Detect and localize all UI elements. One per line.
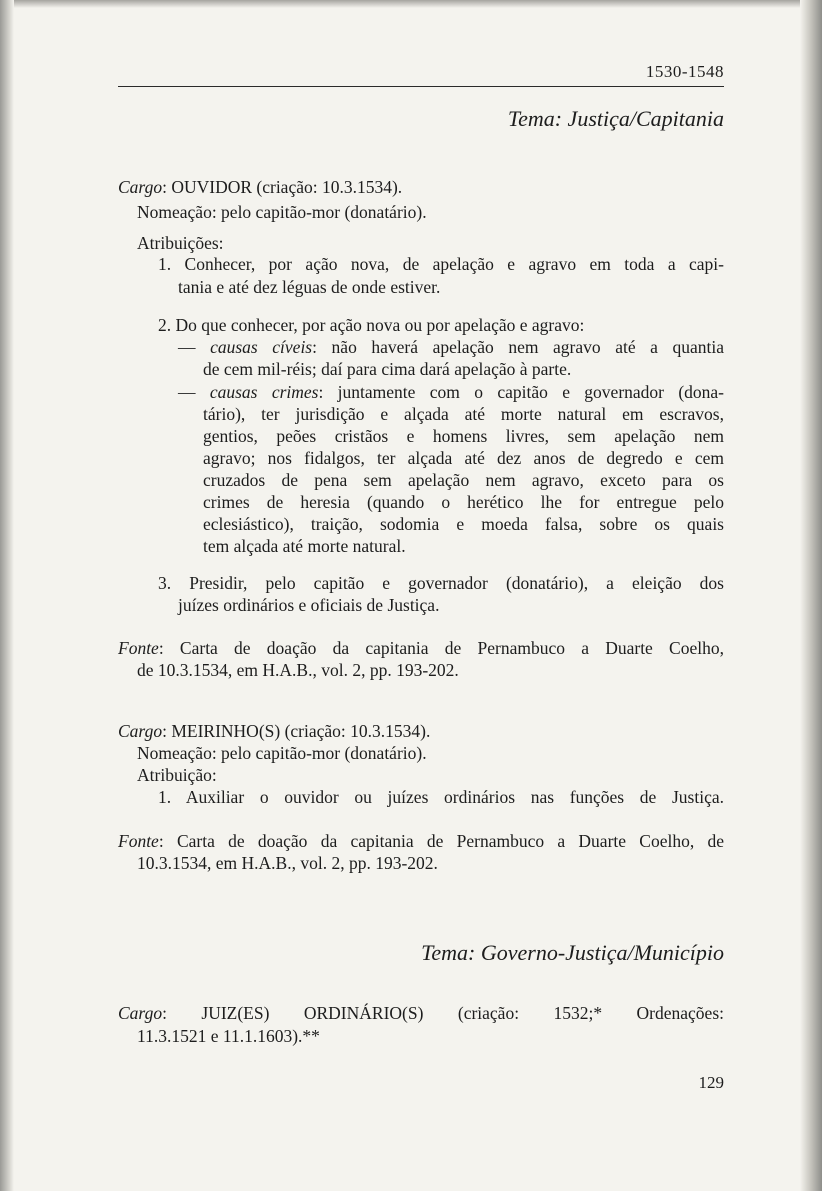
cargo-value: : MEIRINHO(S) (criação: 10.3.1534). [162, 721, 431, 741]
dash: — [178, 337, 211, 357]
atribuicao-item-3-line-2: juízes ordinários e oficiais de Justiça. [178, 595, 440, 615]
cargo-juiz-line-1 [118, 1002, 724, 1024]
atribuicao-label: Atribuição: [137, 765, 217, 785]
nomeacao-ouvidor: Nomeação: pelo capitão-mor (donatário). [137, 202, 427, 222]
causas-crimes-line-4: agravo; nos fidalgos, ter alçada até dez anos de degredo e cem [203, 448, 724, 468]
causas-crimes-line-1 [178, 381, 724, 403]
tema-heading-capitania: Tema: Justiça/Capitania [507, 106, 724, 131]
atribuicao-item-1-line-2: tania e até dez léguas de onde estiver. [178, 277, 441, 297]
nomeacao-meirinho: Nomeação: pelo capitão-mor (donatário). [137, 743, 427, 763]
causas-crimes-line-7: eclesiástico), traição, sodomia e moeda falsa, sobre os quais [203, 514, 724, 534]
causas-crimes-line-2: tário), ter jurisdição e alçada até morte natural em escravos, [203, 404, 724, 424]
cargo-label: Cargo [118, 1003, 163, 1023]
fonte-text: : Carta de doação da capitania de Pernambuco a Duarte Coelho, [158, 638, 724, 658]
cargo-label: Cargo [118, 177, 163, 197]
cargo-value: : OUVIDOR (criação: 10.3.1534). [162, 177, 403, 197]
fonte-text: : Carta de doação da capitania de Pernambuco a Duarte Coelho, de [158, 831, 724, 851]
causas-crimes-text: : juntamente com o capitão e governador (dona- [318, 382, 725, 402]
atribuicao-item-1-line-1: 1. Conhecer, por ação nova, de apelação e agravo em toda a capi- [158, 254, 724, 274]
causas-civeis-text: : não haverá apelação nem agravo até a quantia [312, 337, 725, 357]
causas-crimes-label: causas crimes [209, 382, 319, 402]
header-year-range: 1530-1548 [645, 62, 724, 81]
fonte-label: Fonte [118, 638, 159, 658]
cargo-juiz-line-2: 11.3.1521 e 11.1.1603).** [137, 1026, 320, 1046]
fonte-ouvidor-line-2: de 10.3.1534, em H.A.B., vol. 2, pp. 193-202. [137, 660, 459, 680]
atribuicao-item-3-line-1: 3. Presidir, pelo capitão e governador (donatário), a eleição dos [158, 573, 724, 593]
fonte-meirinho-line-2: 10.3.1534, em H.A.B., vol. 2, pp. 193-202. [137, 853, 438, 873]
cargo-meirinho [118, 720, 430, 742]
tema-heading-municipio: Tema: Governo-Justiça/Município [421, 940, 724, 965]
page-right-shadow [800, 0, 822, 1191]
causas-crimes-line-5: cruzados de pena sem apelação nem agravo, exceto para os [203, 470, 724, 490]
page-number: 129 [698, 1073, 724, 1092]
header-rule [118, 86, 724, 87]
causas-crimes-line-8: tem alçada até morte natural. [203, 536, 406, 556]
dash: — [178, 382, 210, 402]
causas-civeis-line-1 [178, 336, 724, 358]
atribuicao-item-2-line-1: 2. Do que conhecer, por ação nova ou por apelação e agravo: [158, 315, 585, 335]
causas-crimes-line-6: crimes de heresia (quando o herético lhe for entregue pelo [203, 492, 724, 512]
fonte-ouvidor-line-1 [118, 637, 724, 659]
fonte-meirinho-line-1 [118, 830, 724, 852]
page-left-shadow [0, 0, 14, 1191]
cargo-label: Cargo [118, 721, 163, 741]
causas-civeis-line-2: de cem mil-réis; daí para cima dará apelação à parte. [203, 359, 572, 379]
causas-civeis-label: causas cíveis [210, 337, 313, 357]
page-top-shadow [0, 0, 822, 8]
cargo-ouvidor [118, 176, 402, 198]
fonte-label: Fonte [118, 831, 159, 851]
causas-crimes-line-3: gentios, peões cristãos e homens livres, sem apelação nem [203, 426, 724, 446]
cargo-juiz-text: : JUIZ(ES) ORDINÁRIO(S) (criação: 1532;* Ordenações: [162, 1003, 724, 1023]
meirinho-item-1: 1. Auxiliar o ouvidor ou juízes ordinários nas funções de Justiça. [158, 787, 724, 807]
atribuicoes-label: Atribuições: [137, 233, 224, 253]
